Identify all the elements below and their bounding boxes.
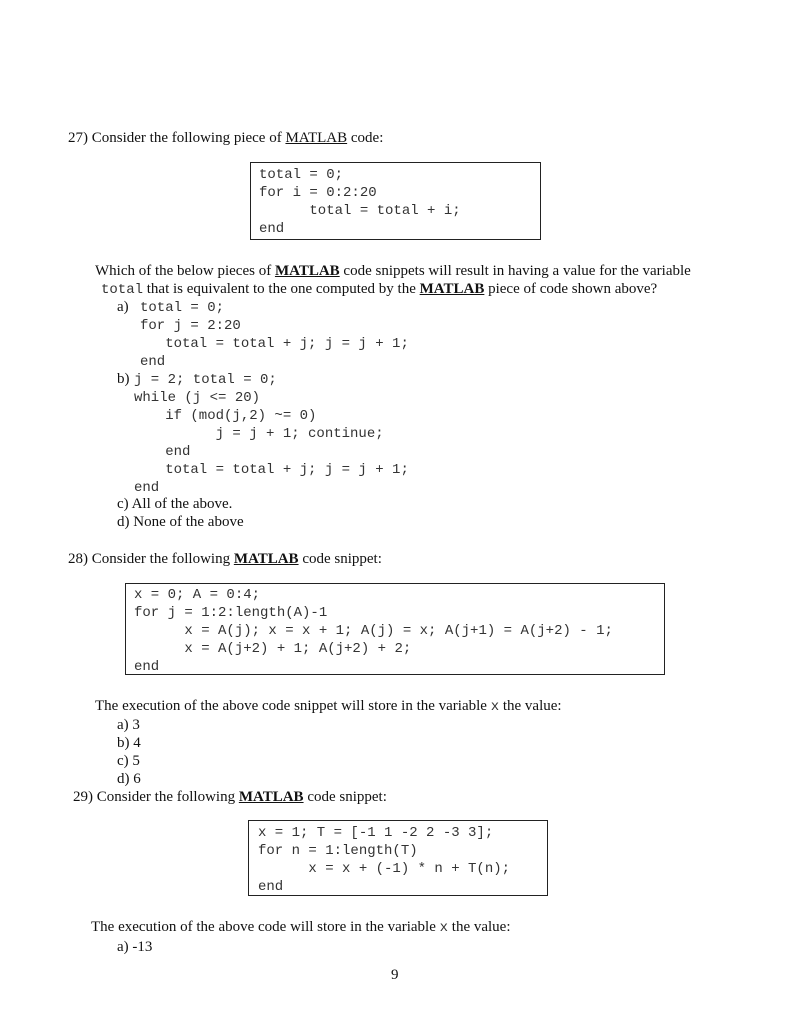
q27-option-a-code-line: end <box>140 354 166 370</box>
q27-question-suffix2: piece of code shown above? <box>484 281 658 297</box>
q27-question-prefix: Which of the below pieces of <box>95 263 275 279</box>
q27-option-b-code-line: end <box>140 444 191 460</box>
q27-question-keyword2: MATLAB <box>419 281 485 297</box>
q29-code-line: for n = 1:length(T) <box>258 843 418 859</box>
q28-code-line: x = A(j); x = x + 1; A(j) = x; A(j+1) = A(j+2) - 1; <box>134 623 613 639</box>
q28-option: c) 5 <box>117 753 140 769</box>
q27-option-b-code-line: while (j <= 20) <box>134 390 261 406</box>
q27-option-a-label: a) <box>117 299 129 315</box>
q27-option-b-code-line: total = total + j; j = j + 1; <box>140 462 409 478</box>
q27-option-b-label: b) <box>117 371 130 387</box>
q27-option-a-code-line: total = 0; <box>140 300 225 316</box>
q27-question-var: total <box>101 282 144 298</box>
q29-option: a) -13 <box>117 939 153 955</box>
q27-question-line2 <box>101 280 657 299</box>
q28-stem <box>68 550 382 568</box>
q28-stem-keyword: MATLAB <box>233 551 299 567</box>
q27-option-b-code-line: end <box>134 480 160 496</box>
q27-option-b-code-line: j = 2; total = 0; <box>134 372 277 388</box>
q27-stem <box>68 129 383 147</box>
q29-stem-prefix: 29) Consider the following <box>73 789 239 805</box>
q28-option: d) 6 <box>117 771 141 787</box>
q27-option-a-code-line: total = total + j; j = j + 1; <box>140 336 409 352</box>
q29-code-box <box>248 820 548 896</box>
q27-option-b-code-line: if (mod(j,2) ~= 0) <box>140 408 317 424</box>
q27-stem-suffix: code: <box>347 130 384 146</box>
page-number: 9 <box>391 967 399 983</box>
q28-question <box>95 697 562 716</box>
q28-code-box <box>125 583 665 675</box>
q28-stem-suffix: code snippet: <box>298 551 382 567</box>
q27-option-c: c) All of the above. <box>117 496 233 512</box>
q29-code-line: x = 1; T = [-1 1 -2 2 -3 3]; <box>258 825 494 841</box>
q27-option-d: d) None of the above <box>117 514 244 530</box>
q29-question <box>91 918 511 937</box>
q28-option: b) 4 <box>117 735 141 751</box>
q27-stem-prefix: 27) Consider the following piece of <box>68 130 286 146</box>
q28-code-line: end <box>134 659 160 675</box>
q27-code-line: total = 0; <box>259 167 344 183</box>
q27-stem-keyword: MATLAB <box>285 130 348 146</box>
q27-question-keyword: MATLAB <box>274 263 340 279</box>
q27-code-box <box>250 162 541 240</box>
q27-code-line: total = total + i; <box>259 203 461 219</box>
q27-option-b-code-line: j = j + 1; continue; <box>140 426 384 442</box>
q29-question-suffix: the value: <box>448 919 511 935</box>
q29-code-line: end <box>258 879 284 895</box>
q27-question-suffix: code snippets will result in having a value for the variable <box>339 263 691 279</box>
q28-question-var: x <box>490 699 500 715</box>
q29-question-prefix: The execution of the above code will store in the variable <box>91 919 440 935</box>
q29-code-line: x = x + (-1) * n + T(n); <box>258 861 511 877</box>
q28-code-line: for j = 1:2:length(A)-1 <box>134 605 328 621</box>
q27-code-line: for i = 0:2:20 <box>259 185 377 201</box>
q28-code-line: x = A(j+2) + 1; A(j+2) + 2; <box>134 641 412 657</box>
q29-question-var: x <box>439 920 449 936</box>
q27-option-a-code-line: for j = 2:20 <box>140 318 241 334</box>
q28-question-prefix: The execution of the above code snippet will store in the variable <box>95 698 491 714</box>
q29-stem <box>73 788 387 806</box>
q29-stem-keyword: MATLAB <box>238 789 304 805</box>
q28-question-suffix: the value: <box>499 698 562 714</box>
q27-question-prefix2: that is equivalent to the one computed by the <box>143 281 420 297</box>
q28-option: a) 3 <box>117 717 140 733</box>
q28-stem-prefix: 28) Consider the following <box>68 551 234 567</box>
q27-code-line: end <box>259 221 285 237</box>
q29-stem-suffix: code snippet: <box>303 789 387 805</box>
q27-question-line1 <box>95 262 691 280</box>
q28-code-line: x = 0; A = 0:4; <box>134 587 261 603</box>
